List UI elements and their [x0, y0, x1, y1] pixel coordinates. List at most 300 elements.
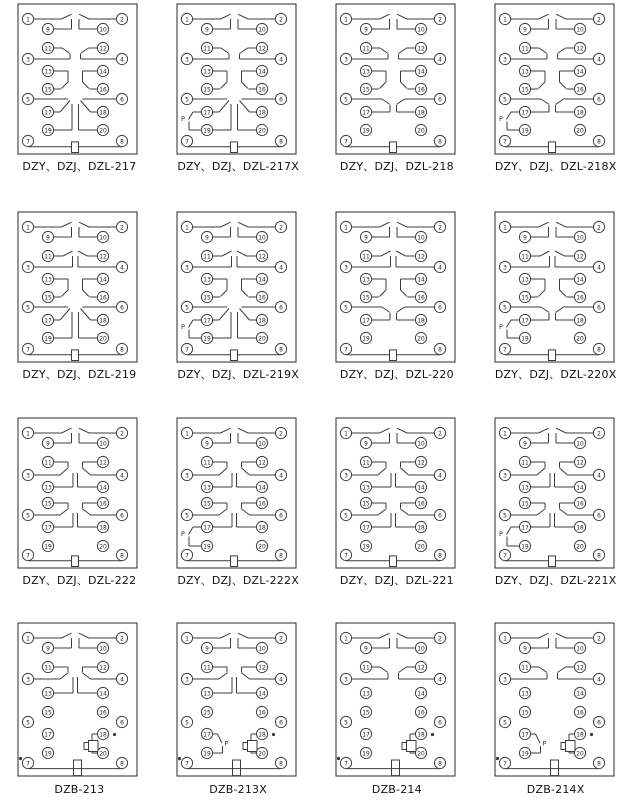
- diagram-cell: [476, 610, 635, 803]
- svg-text:13: 13: [203, 69, 211, 76]
- svg-text:4: 4: [596, 473, 601, 480]
- diagram-label: DZY、DZJ、DZL-220X: [494, 368, 617, 381]
- svg-text:4: 4: [596, 265, 601, 272]
- svg-text:12: 12: [99, 665, 108, 672]
- svg-text:11: 11: [203, 460, 211, 467]
- svg-text:12: 12: [258, 46, 266, 53]
- relay-terminal-diagram: [0, 619, 159, 781]
- svg-text:19: 19: [520, 751, 529, 758]
- diagram-label: DZB-213X: [209, 783, 267, 796]
- svg-text:5: 5: [185, 97, 189, 104]
- svg-text:6: 6: [279, 97, 283, 104]
- svg-text:2: 2: [596, 225, 601, 232]
- svg-text:4: 4: [438, 265, 442, 272]
- diagram-cell: [318, 610, 477, 803]
- diagram-cell: [476, 0, 635, 195]
- svg-text:20: 20: [417, 128, 425, 135]
- svg-text:20: 20: [575, 751, 584, 758]
- svg-text:2: 2: [438, 17, 442, 24]
- svg-text:9: 9: [46, 235, 51, 242]
- svg-text:9: 9: [46, 646, 51, 653]
- svg-text:18: 18: [99, 318, 108, 325]
- svg-text:18: 18: [575, 525, 584, 532]
- relay-terminal-diagram: [476, 208, 635, 366]
- svg-text:7: 7: [502, 761, 507, 768]
- svg-text:6: 6: [120, 97, 125, 104]
- svg-text:5: 5: [185, 513, 189, 520]
- diagram-cell: [0, 195, 159, 400]
- svg-text:12: 12: [575, 665, 584, 672]
- svg-text:20: 20: [99, 544, 108, 551]
- svg-text:5: 5: [344, 305, 348, 312]
- diagram-cell: [318, 400, 477, 610]
- svg-text:9: 9: [46, 441, 51, 448]
- svg-text:2: 2: [120, 17, 125, 24]
- svg-text:12: 12: [258, 254, 266, 261]
- svg-text:10: 10: [258, 27, 266, 34]
- svg-text:9: 9: [364, 646, 368, 653]
- svg-text:1: 1: [185, 636, 189, 643]
- svg-text:13: 13: [362, 691, 370, 698]
- svg-text:18: 18: [575, 732, 584, 739]
- svg-text:7: 7: [26, 553, 31, 560]
- svg-text:1: 1: [26, 431, 31, 438]
- svg-text:8: 8: [279, 139, 283, 146]
- svg-text:5: 5: [344, 720, 348, 727]
- svg-text:5: 5: [502, 720, 507, 727]
- svg-text:12: 12: [575, 46, 584, 53]
- relay-terminal-diagram: [318, 414, 477, 572]
- svg-text:6: 6: [596, 305, 601, 312]
- svg-text:8: 8: [596, 761, 601, 768]
- svg-text:17: 17: [44, 318, 53, 325]
- svg-text:15: 15: [203, 87, 211, 94]
- svg-text:11: 11: [520, 665, 529, 672]
- svg-text:3: 3: [344, 677, 348, 684]
- diagram-label: DZB-214: [371, 783, 422, 796]
- svg-text:2: 2: [596, 636, 601, 643]
- svg-text:14: 14: [258, 277, 266, 284]
- svg-text:15: 15: [203, 710, 211, 717]
- svg-text:5: 5: [26, 720, 31, 727]
- diagram-cell: [0, 0, 159, 195]
- svg-text:17: 17: [203, 525, 211, 532]
- svg-text:16: 16: [258, 501, 266, 508]
- svg-text:12: 12: [575, 460, 584, 467]
- svg-text:18: 18: [417, 110, 425, 117]
- svg-text:5: 5: [502, 305, 507, 312]
- svg-text:4: 4: [120, 473, 125, 480]
- svg-text:19: 19: [362, 544, 370, 551]
- svg-text:11: 11: [362, 665, 370, 672]
- svg-text:2: 2: [279, 431, 283, 438]
- svg-text:20: 20: [417, 336, 425, 343]
- svg-text:13: 13: [44, 485, 53, 492]
- svg-text:4: 4: [438, 473, 442, 480]
- svg-text:7: 7: [344, 139, 348, 146]
- svg-text:11: 11: [44, 46, 53, 53]
- svg-text:16: 16: [417, 501, 425, 508]
- relay-terminal-diagram: [318, 619, 477, 781]
- diagram-label: DZY、DZJ、DZL-217: [22, 160, 137, 173]
- diagram-label: DZB-214X: [526, 783, 585, 796]
- svg-text:15: 15: [362, 295, 370, 302]
- diagram-label: DZY、DZJ、DZL-218: [339, 160, 454, 173]
- svg-text:13: 13: [44, 691, 53, 698]
- svg-text:1: 1: [502, 636, 507, 643]
- svg-text:14: 14: [99, 69, 108, 76]
- svg-text:14: 14: [575, 69, 584, 76]
- svg-text:1: 1: [344, 431, 348, 438]
- svg-text:2: 2: [279, 225, 283, 232]
- svg-text:15: 15: [520, 295, 529, 302]
- svg-text:2: 2: [120, 636, 125, 643]
- svg-text:10: 10: [417, 646, 425, 653]
- svg-text:6: 6: [120, 720, 125, 727]
- svg-text:12: 12: [417, 254, 425, 261]
- relay-terminal-diagram: [159, 208, 318, 366]
- svg-text:8: 8: [438, 761, 442, 768]
- diagram-cell: [318, 195, 477, 400]
- svg-text:15: 15: [203, 295, 211, 302]
- svg-text:13: 13: [44, 277, 53, 284]
- svg-text:5: 5: [185, 720, 189, 727]
- svg-text:P: P: [181, 323, 185, 331]
- svg-text:6: 6: [596, 720, 601, 727]
- svg-text:18: 18: [258, 318, 266, 325]
- svg-text:8: 8: [438, 553, 442, 560]
- svg-text:17: 17: [203, 110, 211, 117]
- diagram-cell: [476, 195, 635, 400]
- svg-text:15: 15: [362, 710, 370, 717]
- svg-text:13: 13: [520, 69, 529, 76]
- svg-text:P: P: [224, 739, 229, 748]
- svg-text:19: 19: [44, 128, 53, 135]
- relay-terminal-diagram: [0, 414, 159, 572]
- svg-text:12: 12: [417, 46, 425, 53]
- svg-text:14: 14: [417, 485, 425, 492]
- svg-text:3: 3: [26, 677, 31, 684]
- svg-text:4: 4: [438, 677, 442, 684]
- diagram-label: DZY、DZJ、DZL-219: [22, 368, 137, 381]
- svg-text:17: 17: [362, 525, 370, 532]
- svg-text:18: 18: [99, 732, 108, 739]
- svg-text:10: 10: [258, 235, 266, 242]
- svg-text:7: 7: [26, 761, 31, 768]
- svg-text:19: 19: [520, 128, 529, 135]
- svg-text:12: 12: [99, 46, 108, 53]
- svg-text:3: 3: [185, 265, 189, 272]
- svg-text:1: 1: [344, 17, 348, 24]
- svg-text:1: 1: [185, 17, 189, 24]
- svg-text:18: 18: [575, 110, 584, 117]
- svg-text:11: 11: [44, 460, 53, 467]
- relay-terminal-diagram: [0, 0, 159, 158]
- svg-text:3: 3: [502, 265, 507, 272]
- svg-text:8: 8: [120, 347, 125, 354]
- svg-text:6: 6: [438, 305, 442, 312]
- svg-text:1: 1: [26, 225, 31, 232]
- svg-text:17: 17: [520, 525, 529, 532]
- svg-text:20: 20: [99, 128, 108, 135]
- svg-text:17: 17: [520, 110, 529, 117]
- svg-text:6: 6: [120, 513, 125, 520]
- svg-text:15: 15: [44, 295, 53, 302]
- svg-text:9: 9: [205, 646, 209, 653]
- svg-text:3: 3: [344, 57, 348, 64]
- svg-text:20: 20: [258, 751, 266, 758]
- svg-text:7: 7: [344, 761, 348, 768]
- svg-text:16: 16: [417, 87, 425, 94]
- svg-text:7: 7: [26, 347, 31, 354]
- svg-text:12: 12: [99, 254, 108, 261]
- svg-text:17: 17: [44, 732, 53, 739]
- svg-text:14: 14: [575, 485, 584, 492]
- svg-text:19: 19: [362, 128, 370, 135]
- diagram-cell: [159, 195, 318, 400]
- svg-text:7: 7: [344, 347, 348, 354]
- svg-text:9: 9: [364, 235, 368, 242]
- svg-text:14: 14: [258, 69, 266, 76]
- svg-text:9: 9: [522, 235, 527, 242]
- svg-text:4: 4: [279, 57, 283, 64]
- svg-text:P: P: [542, 739, 546, 748]
- diagram-label: DZY、DZJ、DZL-222X: [177, 574, 299, 587]
- diagram-cell: [159, 610, 318, 803]
- relay-terminal-diagram: [476, 619, 635, 781]
- svg-text:20: 20: [575, 544, 584, 551]
- svg-text:16: 16: [575, 87, 584, 94]
- relay-terminal-diagram: [159, 0, 318, 158]
- svg-text:19: 19: [520, 544, 529, 551]
- svg-text:7: 7: [185, 553, 189, 560]
- svg-text:10: 10: [258, 646, 266, 653]
- svg-text:12: 12: [417, 460, 425, 467]
- svg-text:13: 13: [520, 691, 529, 698]
- svg-text:13: 13: [520, 277, 529, 284]
- svg-text:15: 15: [44, 501, 53, 508]
- svg-text:7: 7: [502, 553, 507, 560]
- svg-text:17: 17: [520, 318, 529, 325]
- svg-text:12: 12: [258, 460, 266, 467]
- svg-text:12: 12: [417, 665, 425, 672]
- svg-text:8: 8: [596, 347, 601, 354]
- svg-text:6: 6: [279, 513, 283, 520]
- svg-text:8: 8: [120, 553, 125, 560]
- relay-terminal-diagram: [159, 414, 318, 572]
- svg-text:1: 1: [344, 225, 348, 232]
- svg-text:20: 20: [575, 128, 584, 135]
- svg-text:5: 5: [26, 97, 31, 104]
- svg-text:2: 2: [596, 431, 601, 438]
- svg-text:4: 4: [596, 677, 601, 684]
- svg-text:17: 17: [44, 525, 53, 532]
- svg-text:19: 19: [362, 336, 370, 343]
- svg-text:P: P: [181, 530, 185, 538]
- svg-text:17: 17: [203, 732, 211, 739]
- svg-text:13: 13: [362, 69, 370, 76]
- svg-text:8: 8: [120, 139, 125, 146]
- svg-text:7: 7: [502, 347, 507, 354]
- svg-text:4: 4: [596, 57, 601, 64]
- svg-text:8: 8: [596, 139, 601, 146]
- svg-text:20: 20: [258, 128, 266, 135]
- svg-text:18: 18: [99, 110, 108, 117]
- svg-text:9: 9: [205, 235, 209, 242]
- svg-text:P: P: [498, 115, 503, 123]
- svg-text:9: 9: [46, 27, 51, 34]
- svg-text:6: 6: [279, 305, 283, 312]
- svg-text:1: 1: [26, 636, 31, 643]
- diagram-label: DZY、DZJ、DZL-222: [22, 574, 137, 587]
- svg-text:2: 2: [120, 225, 125, 232]
- svg-text:20: 20: [417, 751, 425, 758]
- svg-text:14: 14: [99, 277, 108, 284]
- svg-text:16: 16: [99, 501, 108, 508]
- svg-text:16: 16: [575, 710, 584, 717]
- svg-text:19: 19: [520, 336, 529, 343]
- svg-text:13: 13: [203, 485, 211, 492]
- svg-text:15: 15: [203, 501, 211, 508]
- svg-text:5: 5: [26, 513, 31, 520]
- svg-text:15: 15: [520, 87, 529, 94]
- svg-text:8: 8: [438, 347, 442, 354]
- svg-text:11: 11: [520, 254, 529, 261]
- svg-text:20: 20: [99, 751, 108, 758]
- svg-text:16: 16: [99, 87, 108, 94]
- relay-terminal-diagram: [318, 208, 477, 366]
- svg-text:1: 1: [502, 431, 507, 438]
- svg-text:8: 8: [279, 347, 283, 354]
- svg-text:5: 5: [502, 97, 507, 104]
- svg-text:16: 16: [258, 295, 266, 302]
- svg-text:11: 11: [362, 460, 370, 467]
- svg-text:9: 9: [522, 27, 527, 34]
- svg-text:18: 18: [258, 525, 266, 532]
- svg-text:1: 1: [185, 431, 189, 438]
- svg-text:9: 9: [205, 441, 209, 448]
- svg-text:P: P: [498, 323, 503, 331]
- svg-text:13: 13: [520, 485, 529, 492]
- svg-text:19: 19: [44, 336, 53, 343]
- svg-text:2: 2: [279, 636, 283, 643]
- svg-text:16: 16: [575, 295, 584, 302]
- svg-text:14: 14: [99, 485, 108, 492]
- svg-text:6: 6: [279, 720, 283, 727]
- svg-text:16: 16: [258, 87, 266, 94]
- svg-text:17: 17: [362, 732, 370, 739]
- svg-text:11: 11: [362, 254, 370, 261]
- svg-text:11: 11: [203, 254, 211, 261]
- svg-text:17: 17: [44, 110, 53, 117]
- svg-text:4: 4: [120, 57, 125, 64]
- diagram-label: DZY、DZJ、DZL-221X: [494, 574, 617, 587]
- svg-text:16: 16: [417, 295, 425, 302]
- svg-text:3: 3: [185, 473, 189, 480]
- svg-text:14: 14: [258, 691, 266, 698]
- svg-text:16: 16: [575, 501, 584, 508]
- svg-text:3: 3: [344, 265, 348, 272]
- svg-text:10: 10: [99, 235, 108, 242]
- svg-text:10: 10: [99, 27, 108, 34]
- svg-text:11: 11: [203, 665, 211, 672]
- svg-text:2: 2: [279, 17, 283, 24]
- svg-text:4: 4: [279, 677, 283, 684]
- svg-text:2: 2: [120, 431, 125, 438]
- svg-text:17: 17: [520, 732, 529, 739]
- svg-text:18: 18: [417, 732, 425, 739]
- svg-text:3: 3: [344, 473, 348, 480]
- diagram-cell: [318, 0, 477, 195]
- svg-text:P: P: [181, 115, 185, 123]
- svg-text:20: 20: [417, 544, 425, 551]
- svg-text:3: 3: [26, 265, 31, 272]
- svg-text:11: 11: [362, 46, 370, 53]
- svg-text:3: 3: [502, 57, 507, 64]
- svg-text:13: 13: [203, 277, 211, 284]
- svg-text:16: 16: [99, 710, 108, 717]
- svg-text:14: 14: [258, 485, 266, 492]
- svg-text:2: 2: [596, 17, 601, 24]
- svg-text:16: 16: [99, 295, 108, 302]
- svg-text:10: 10: [575, 27, 584, 34]
- svg-text:18: 18: [575, 318, 584, 325]
- svg-text:2: 2: [438, 225, 442, 232]
- svg-text:5: 5: [26, 305, 31, 312]
- diagram-label: DZY、DZJ、DZL-217X: [177, 160, 299, 173]
- svg-text:3: 3: [185, 677, 189, 684]
- svg-text:7: 7: [185, 139, 189, 146]
- diagram-cell: [159, 0, 318, 195]
- relay-terminal-diagram: [159, 619, 318, 781]
- svg-text:6: 6: [438, 97, 442, 104]
- svg-text:19: 19: [362, 751, 370, 758]
- svg-text:19: 19: [203, 544, 211, 551]
- svg-text:18: 18: [417, 318, 425, 325]
- svg-text:5: 5: [344, 513, 348, 520]
- svg-text:13: 13: [44, 69, 53, 76]
- svg-text:15: 15: [520, 710, 529, 717]
- svg-text:3: 3: [502, 677, 507, 684]
- svg-text:9: 9: [205, 27, 209, 34]
- svg-text:4: 4: [279, 473, 283, 480]
- diagram-cell: [0, 400, 159, 610]
- svg-text:4: 4: [120, 265, 125, 272]
- svg-text:15: 15: [44, 710, 53, 717]
- svg-text:P: P: [498, 530, 503, 538]
- svg-text:6: 6: [596, 97, 601, 104]
- svg-text:17: 17: [362, 318, 370, 325]
- relay-terminal-diagram: [0, 208, 159, 366]
- svg-text:10: 10: [258, 441, 266, 448]
- svg-text:15: 15: [362, 501, 370, 508]
- svg-text:9: 9: [364, 441, 368, 448]
- svg-text:8: 8: [596, 553, 601, 560]
- svg-text:3: 3: [502, 473, 507, 480]
- svg-text:8: 8: [279, 553, 283, 560]
- svg-text:20: 20: [575, 336, 584, 343]
- svg-text:5: 5: [502, 513, 507, 520]
- svg-text:11: 11: [44, 254, 53, 261]
- svg-text:10: 10: [575, 646, 584, 653]
- svg-text:17: 17: [203, 318, 211, 325]
- svg-text:14: 14: [575, 277, 584, 284]
- svg-text:4: 4: [438, 57, 442, 64]
- svg-text:5: 5: [185, 305, 189, 312]
- svg-text:10: 10: [417, 441, 425, 448]
- diagram-label: DZY、DZJ、DZL-221: [339, 574, 454, 587]
- svg-text:8: 8: [279, 761, 283, 768]
